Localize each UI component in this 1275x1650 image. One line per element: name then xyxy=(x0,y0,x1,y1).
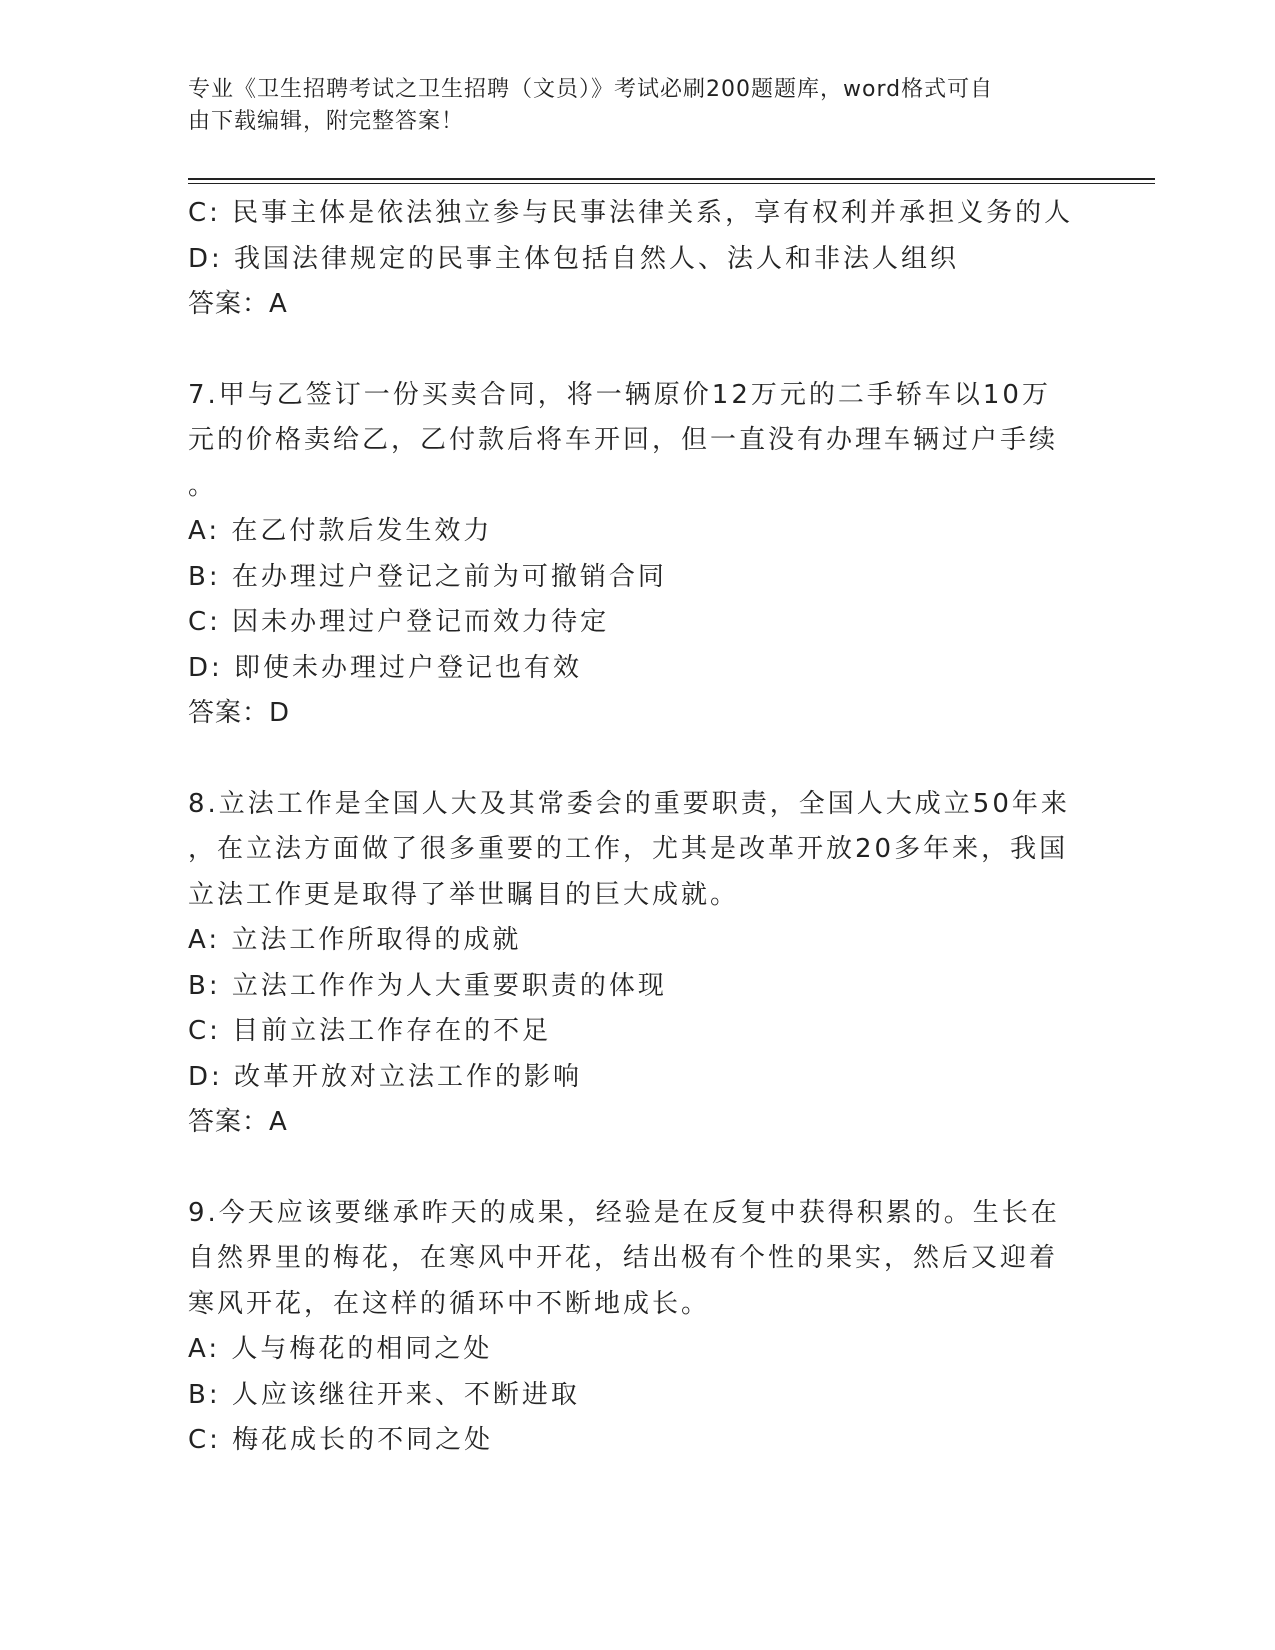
spacer xyxy=(188,1146,1088,1191)
question-stem-line: 寒风开花，在这样的循环中不断地成长。 xyxy=(188,1288,711,1319)
spacer xyxy=(188,328,1088,373)
document-header xyxy=(188,74,1068,138)
option-d: D: 改革开放对立法工作的影响 xyxy=(188,1061,583,1092)
answer-line: 答案：D xyxy=(188,698,291,728)
document-body xyxy=(188,191,1088,1464)
answer-line: 答案：A xyxy=(188,289,288,319)
question-stem-line: 立法工作更是取得了举世瞩目的巨大成就。 xyxy=(188,879,740,910)
option-b: B: 人应该继往开来、不断进取 xyxy=(188,1379,580,1410)
header-divider-thick xyxy=(188,178,1155,180)
question-7 xyxy=(188,373,1088,737)
option-d: D: 我国法律规定的民事主体包括自然人、法人和非法人组织 xyxy=(188,243,960,274)
question-stem-line: 7.甲与乙签订一份买卖合同，将一辆原价12万元的二手轿车以10万 xyxy=(188,379,1051,410)
option-c: C: 目前立法工作存在的不足 xyxy=(188,1016,552,1046)
option-d: D: 即使未办理过户登记也有效 xyxy=(188,652,583,683)
option-c: C: 因未办理过户登记而效力待定 xyxy=(188,607,610,637)
question-stem-line: ，在立法方面做了很多重要的工作，尤其是改革开放20多年来，我国 xyxy=(188,834,1069,864)
answer-line: 答案：A xyxy=(188,1107,288,1137)
question-6-tail xyxy=(188,191,1088,328)
option-a: A: 人与梅花的相同之处 xyxy=(188,1334,493,1364)
question-stem-line: 元的价格卖给乙，乙付款后将车开回，但一直没有办理车辆过户手续 xyxy=(188,425,1059,455)
question-8 xyxy=(188,782,1088,1146)
header-title-line-1: 专业《卫生招聘考试之卫生招聘（文员）》考试必刷200题题库，word格式可自 xyxy=(188,77,994,102)
option-b: B: 在办理过户登记之前为可撤销合同 xyxy=(188,561,667,592)
question-stem-line: 9.今天应该要继承昨天的成果，经验是在反复中获得积累的。生长在 xyxy=(188,1197,1060,1228)
spacer xyxy=(188,737,1088,782)
option-b: B: 立法工作作为人大重要职责的体现 xyxy=(188,970,667,1001)
question-stem-line: 自然界里的梅花，在寒风中开花，结出极有个性的果实，然后又迎着 xyxy=(188,1243,1059,1273)
question-stem-line: 。 xyxy=(188,470,218,501)
option-a: A: 立法工作所取得的成就 xyxy=(188,925,522,955)
header-divider-thin xyxy=(188,183,1155,184)
question-9 xyxy=(188,1191,1088,1464)
option-c: C: 民事主体是依法独立参与民事法律关系，享有权利并承担义务的人 xyxy=(188,198,1074,228)
option-c: C: 梅花成长的不同之处 xyxy=(188,1425,494,1455)
header-title-line-2: 由下载编辑，附完整答案！ xyxy=(188,109,465,134)
option-a: A: 在乙付款后发生效力 xyxy=(188,516,493,546)
question-stem-line: 8.立法工作是全国人大及其常委会的重要职责，全国人大成立50年来 xyxy=(188,788,1070,819)
